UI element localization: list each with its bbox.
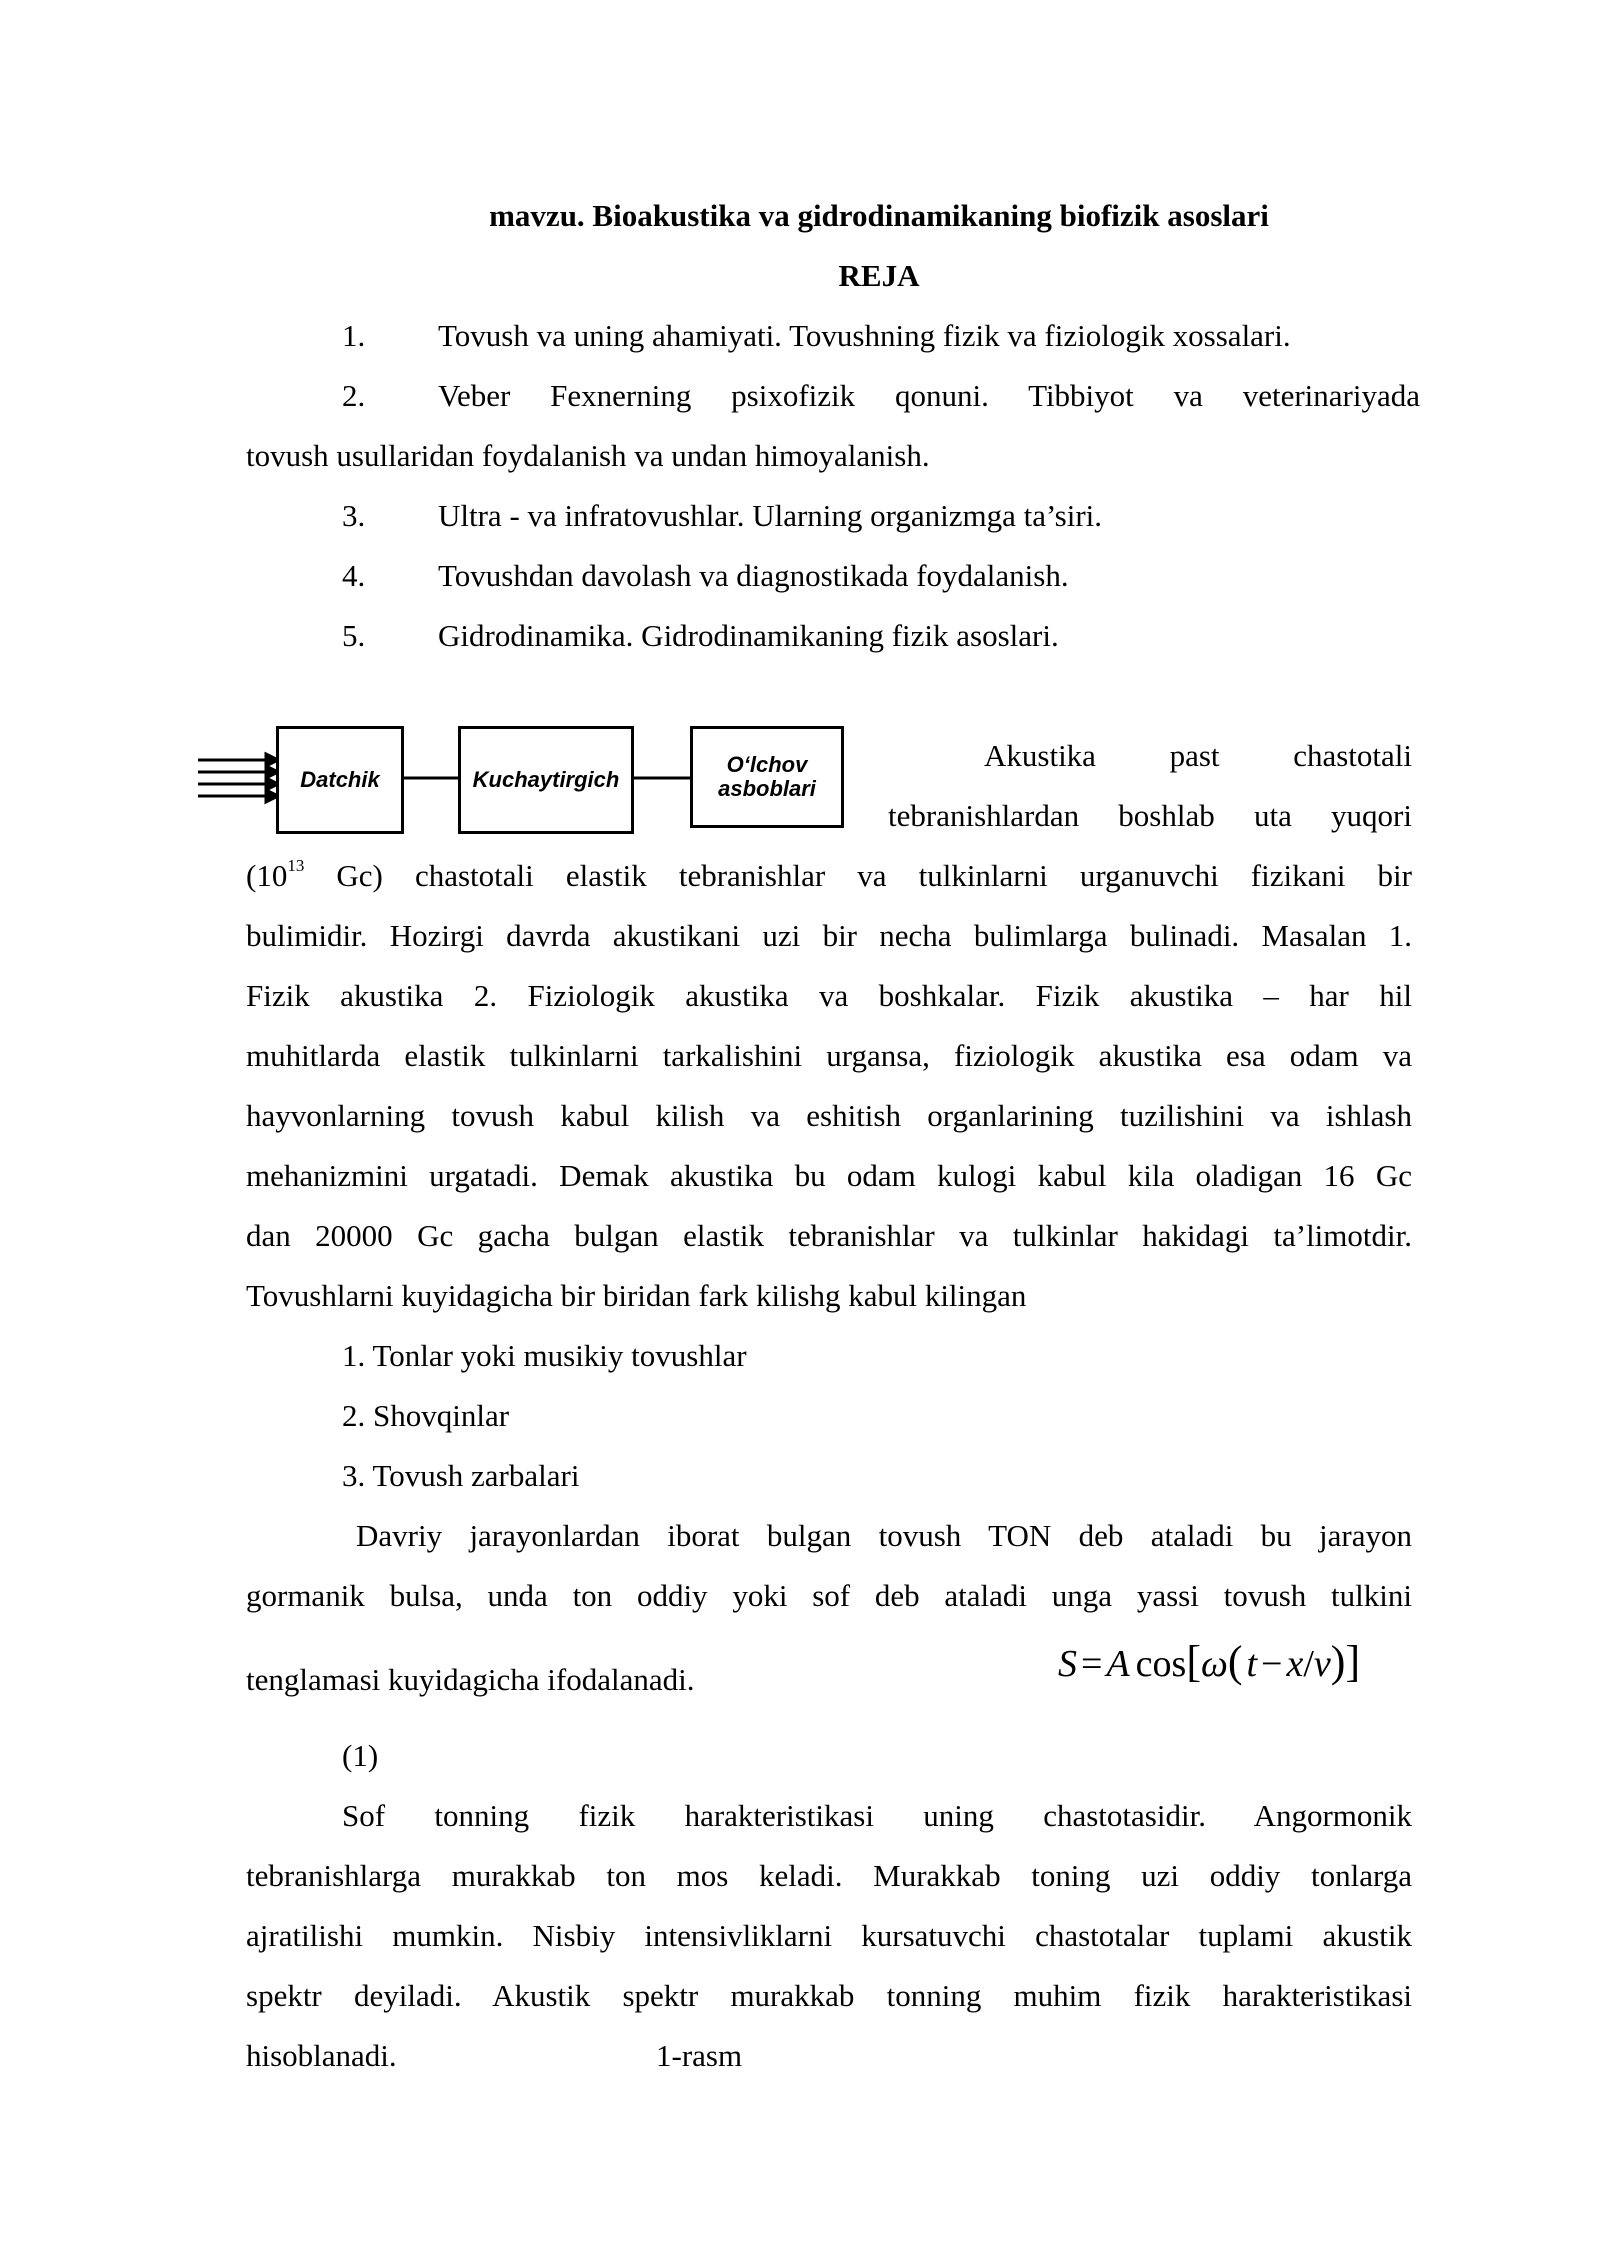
- body-line: Tovushlarni kuyidagicha bir biridan fark kilishg kabul kilingan: [246, 1278, 1027, 1313]
- plan-item-2-continued: tovush usullaridan foydalanish va undan himoyalanish.: [246, 438, 930, 473]
- body-text: (10: [246, 858, 288, 893]
- plan-item-text: Tovush va uning ahamiyati. Tovushning fizik va fiziologik xossalari.: [438, 318, 1291, 353]
- body-line: bulimidir. Hozirgi davrda akustikani uzi bir necha bulimlarga bulinadi. Masalan 1.: [246, 918, 1412, 953]
- formula-symbol: t: [1246, 1643, 1258, 1685]
- plan-item-number: 3.: [342, 498, 366, 533]
- body-line: dan 20000 Gc gacha bulgan elastik tebranishlar va tulkinlar hakidagi ta’limotdir.: [246, 1218, 1412, 1253]
- formula-symbol: ): [1330, 1637, 1346, 1686]
- plan-item-text: Veber Fexnerning psixofizik qonuni. Tibbiyot va veterinariyada: [438, 378, 1420, 413]
- sound-type-item: 3. Tovush zarbalari: [342, 1458, 580, 1493]
- equation-number: (1): [342, 1738, 379, 1773]
- body-line: hisoblanadi.: [246, 2038, 397, 2073]
- formula-symbol: cos: [1135, 1643, 1187, 1685]
- diagram-box-datchik: Datchik: [276, 726, 404, 834]
- body-line: Akustika past chastotali: [984, 738, 1412, 773]
- body-line: tenglamasi kuyidagicha ifodalanadi.: [246, 1662, 695, 1697]
- body-line: Sof tonning fizik harakteristikasi uning chastotasidir. Angormonik: [342, 1798, 1412, 1833]
- plan-item-5: [342, 616, 1059, 656]
- diagram-box-olchov-asboblari: O‘lchov asboblari: [690, 726, 844, 828]
- body-line: ajratilishi mumkin. Nisbiy intensivliklarni kursatuvchi chastotalar tuplami akustik: [246, 1918, 1412, 1953]
- formula-symbol: S: [1058, 1643, 1077, 1685]
- body-line: spektr deyiladi. Akustik spektr murakkab tonning muhim fizik harakteristikasi: [246, 1978, 1412, 2013]
- plan-item-text: Ultra - va infratovushlar. Ularning organizmga ta’siri.: [438, 498, 1103, 533]
- body-line: tebranishlarga murakkab ton mos keladi. Murakkab toning uzi oddiy tonlarga: [246, 1858, 1412, 1893]
- formula-symbol: ω: [1200, 1643, 1228, 1685]
- formula-symbol: x: [1286, 1643, 1304, 1685]
- formula-symbol: ]: [1345, 1637, 1361, 1686]
- body-line: [246, 856, 1412, 896]
- formula-symbol: /: [1303, 1643, 1314, 1685]
- body-line: muhitlarda elastik tulkinlarni tarkalishini urgansa, fiziologik akustika esa odam va: [246, 1038, 1412, 1073]
- body-line: Fizik akustika 2. Fiziologik akustika va boshkalar. Fizik akustika – har hil: [246, 978, 1412, 1013]
- plan-heading: REJA: [838, 258, 920, 293]
- diagram-box-kuchaytirgich: Kuchaytirgich: [458, 726, 634, 834]
- superscript: 13: [287, 855, 305, 875]
- formula-symbol: (: [1227, 1637, 1243, 1686]
- plan-item-number: 5.: [342, 618, 366, 653]
- body-line: hayvonlarning tovush kabul kilish va eshitish organlarining tuzilishini va ishlash: [246, 1098, 1412, 1133]
- document-title: mavzu. Bioakustika va gidrodinamikaning biofizik asoslari: [489, 198, 1269, 233]
- formula-symbol: −: [1261, 1643, 1283, 1685]
- body-line: Davriy jarayonlardan iborat bulgan tovush TON deb ataladi bu jarayon: [356, 1518, 1412, 1553]
- sound-type-item: 1. Tonlar yoki musikiy tovushlar: [342, 1338, 747, 1373]
- plan-item-number: 4.: [342, 558, 366, 593]
- plan-item-1: [342, 316, 1291, 356]
- plan-item-3: [342, 496, 1102, 536]
- formula-symbol: =: [1081, 1643, 1103, 1685]
- body-line: mehanizmini urgatadi. Demak akustika bu odam kulogi kabul kila oladigan 16 Gc: [246, 1158, 1412, 1193]
- body-text: Gc) chastotali elastik tebranishlar va tulkinlarni urganuvchi fizikani bir: [304, 858, 1412, 893]
- wave-equation: [1058, 1636, 1360, 1687]
- body-line: gormanik bulsa, unda ton oddiy yoki sof deb ataladi unga yassi tovush tulkini: [246, 1578, 1412, 1613]
- figure-label: 1-rasm: [656, 2038, 743, 2073]
- plan-item-text: Gidrodinamika. Gidrodinamikaning fizik asoslari.: [438, 618, 1059, 653]
- formula-symbol: A: [1106, 1643, 1130, 1685]
- plan-item-text: Tovushdan davolash va diagnostikada foydalanish.: [438, 558, 1069, 593]
- formula-symbol: v: [1313, 1643, 1331, 1685]
- plan-item-2: [342, 376, 1420, 416]
- plan-item-number: 2.: [342, 378, 366, 413]
- body-line: tebranishlardan boshlab uta yuqori: [888, 798, 1412, 833]
- sound-type-item: 2. Shovqinlar: [342, 1398, 510, 1433]
- block-diagram: [196, 722, 856, 836]
- formula-symbol: [: [1186, 1637, 1201, 1686]
- plan-item-4: [342, 556, 1069, 596]
- plan-item-number: 1.: [342, 318, 366, 353]
